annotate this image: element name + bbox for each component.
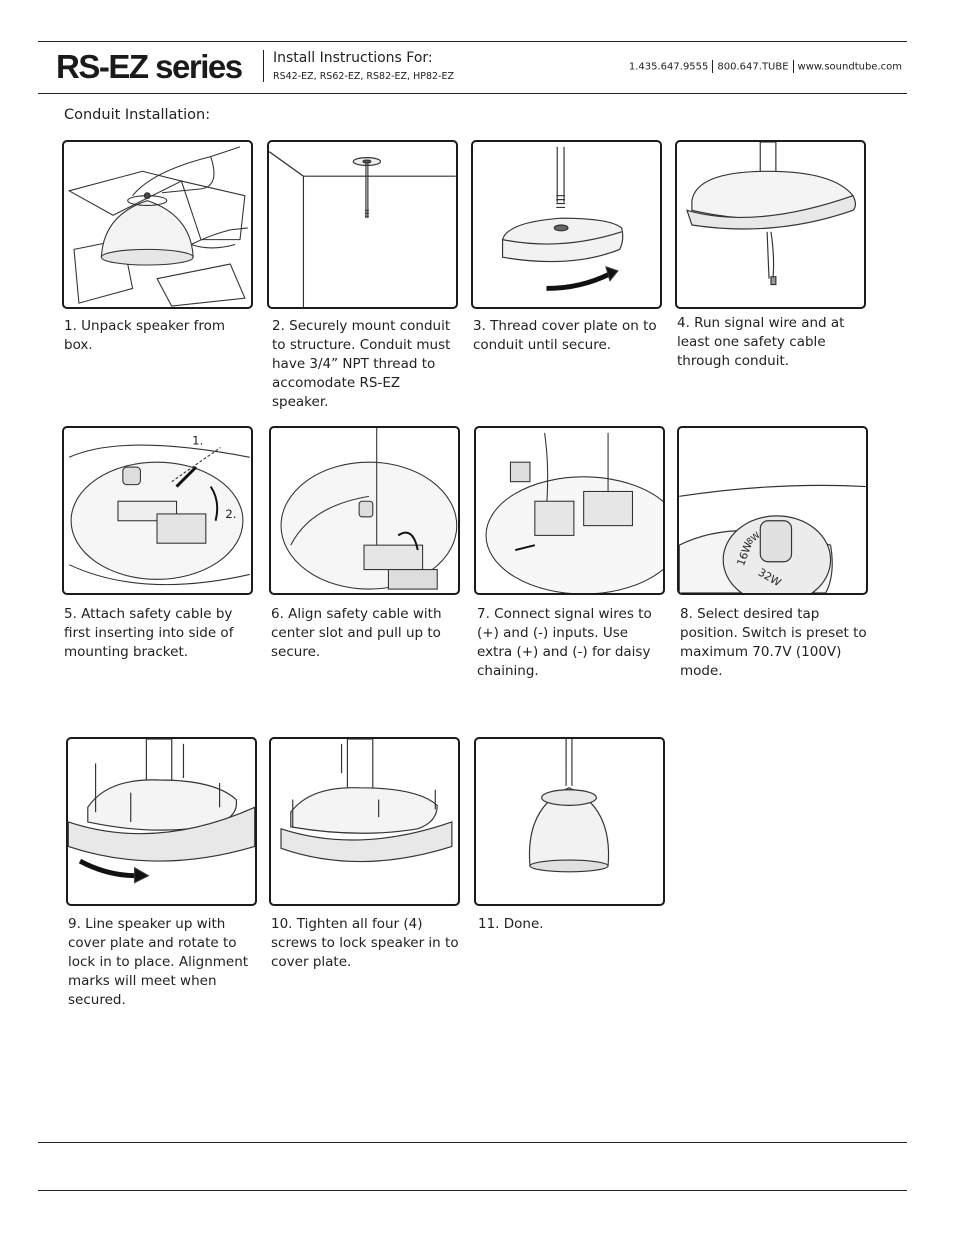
footer-rule-bottom [38,1190,907,1191]
tap-8w-label: 8W [745,530,763,548]
step-8-caption: 8. Select desired tap position. Switch is preset to maximum 70.7V (100V) mode. [680,606,867,679]
step-6-illustration [269,426,460,595]
header-divider [263,50,264,82]
tap-32w-label: 32W [755,565,784,590]
step-5-illustration [62,426,253,595]
step-2-caption: 2. Securely mount conduit to structure. Conduit must have 3/4” NPT thread to accomodate RS-EZ speaker. [272,318,451,410]
step-5-label-1: 1. [192,433,204,448]
step-2-illustration [267,140,458,309]
brand-title: RS-EZ series [56,48,242,85]
tap-16w-label: 16W [734,540,755,568]
step-4-caption: 4. Run signal wire and at least one safety cable through conduit. [677,315,845,369]
step-1-illustration [62,140,253,309]
step-1-caption: 1. Unpack speaker from box. [64,318,226,353]
step-3-illustration [471,140,662,309]
step-8-illustration [677,426,868,595]
step-11-caption: 11. Done. [478,916,544,932]
step-6-caption: 6. Align safety cable with center slot and pull up to secure. [271,606,442,660]
website-link[interactable]: www.soundtube.com [797,61,902,73]
step-5-label-2: 2. [225,506,237,521]
step-10-illustration [269,737,460,906]
step-11-illustration [474,737,665,906]
model-list: RS42-EZ, RS62-EZ, RS82-EZ, HP82-EZ [273,71,454,82]
step-5-caption: 5. Attach safety cable by first inserting into side of mounting bracket. [64,606,234,660]
header-bottom-rule [38,93,907,94]
step-3-caption: 3. Thread cover plate on to conduit until secure. [473,318,657,353]
contact-info [629,60,902,73]
step-10-caption: 10. Tighten all four (4) screws to lock speaker in to cover plate. [271,916,459,970]
step-9-illustration [66,737,257,906]
step-7-caption: 7. Connect signal wires to (+) and (-) inputs. Use extra (+) and (-) for daisy chaining. [477,606,652,679]
install-title: Install Instructions For: [273,50,433,66]
phone-1: 1.435.647.9555 [628,61,709,73]
header-top-rule [38,41,907,42]
phone-2: 800.647.TUBE [717,61,789,73]
footer-rule-top [38,1142,907,1143]
step-4-illustration [675,140,866,309]
step-7-illustration [474,426,665,595]
section-title: Conduit Installation: [64,107,211,123]
step-9-caption: 9. Line speaker up with cover plate and rotate to lock in to place. Alignment marks will meet when secured. [68,916,249,1008]
